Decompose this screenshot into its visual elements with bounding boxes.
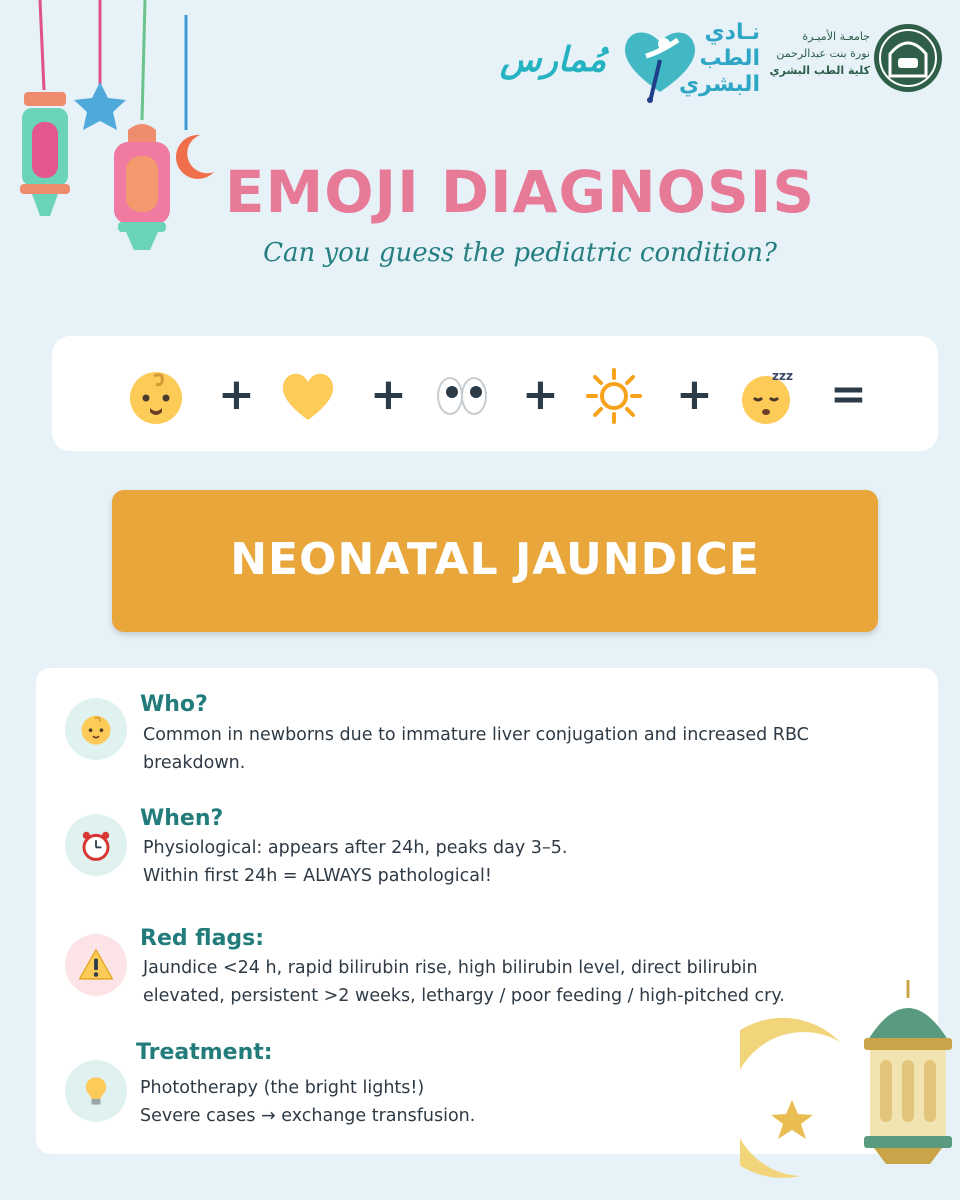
alarm-clock-icon [78, 827, 114, 863]
section-heading-treatment: Treatment: [136, 1040, 273, 1065]
section-heading-when: When? [140, 806, 224, 831]
section-line: breakdown. [143, 753, 246, 773]
section-line: Severe cases → exchange transfusion. [140, 1106, 476, 1126]
university-seal-logo [872, 22, 944, 94]
university-logo-line: جامعـة الأميـرة [802, 30, 870, 43]
club-logo-line: نـادي [704, 20, 760, 45]
plus-operator: + [522, 369, 559, 420]
club-logo-line: الطب [699, 46, 760, 71]
section-text-who [143, 721, 863, 777]
plus-operator: + [370, 369, 407, 420]
section-line: elevated, persistent >2 weeks, lethargy / poor feeding / high-pitched cry. [143, 986, 785, 1006]
emoji-equation-card [52, 336, 938, 451]
red-flags-icon-circle [65, 934, 127, 996]
light-bulb-icon [79, 1074, 113, 1108]
section-line: Physiological: appears after 24h, peaks day 3–5. [143, 838, 568, 858]
section-text-when [143, 834, 863, 890]
page-subtitle: Can you guess the pediatric condition? [263, 238, 777, 268]
yellow-heart-emoji-icon [278, 366, 338, 426]
ramadan-lantern-decoration [740, 980, 960, 1180]
plus-operator: + [676, 369, 713, 420]
section-heading-red-flags: Red flags: [140, 926, 265, 951]
when-icon-circle [65, 814, 127, 876]
sleeping-face-emoji-icon [738, 366, 798, 426]
eyes-emoji-icon [432, 366, 492, 426]
equals-operator: = [830, 369, 867, 420]
tamaras-logo: مُمارس [500, 40, 607, 80]
section-heading-who: Who? [140, 692, 208, 717]
university-logo-line: كلية الطب البشري [769, 64, 870, 77]
answer-banner [112, 490, 878, 632]
warning-icon [77, 946, 115, 984]
sun-emoji-icon [584, 366, 644, 426]
baby-emoji-icon [126, 366, 186, 426]
treatment-icon-circle [65, 1060, 127, 1122]
medicine-club-logo-text [680, 20, 760, 98]
section-line: Phototherapy (the bright lights!) [140, 1078, 425, 1098]
club-logo-line: البشري [678, 72, 760, 97]
who-icon-circle [65, 698, 127, 760]
svg-text:zzz: zzz [772, 369, 793, 383]
page-title: EMOJI DIAGNOSIS [224, 158, 816, 226]
baby-icon [78, 711, 114, 747]
section-line: Jaundice <24 h, rapid bilirubin rise, high bilirubin level, direct bilirubin [143, 958, 758, 978]
university-logo-line: نورة بنت عبدالرحمن [776, 47, 870, 60]
plus-operator: + [218, 369, 255, 420]
section-line: Within first 24h = ALWAYS pathological! [143, 866, 492, 886]
answer-text: NEONATAL JAUNDICE [230, 534, 760, 585]
university-logo-text [760, 28, 870, 79]
section-line: Common in newborns due to immature liver conjugation and increased RBC [143, 725, 809, 745]
